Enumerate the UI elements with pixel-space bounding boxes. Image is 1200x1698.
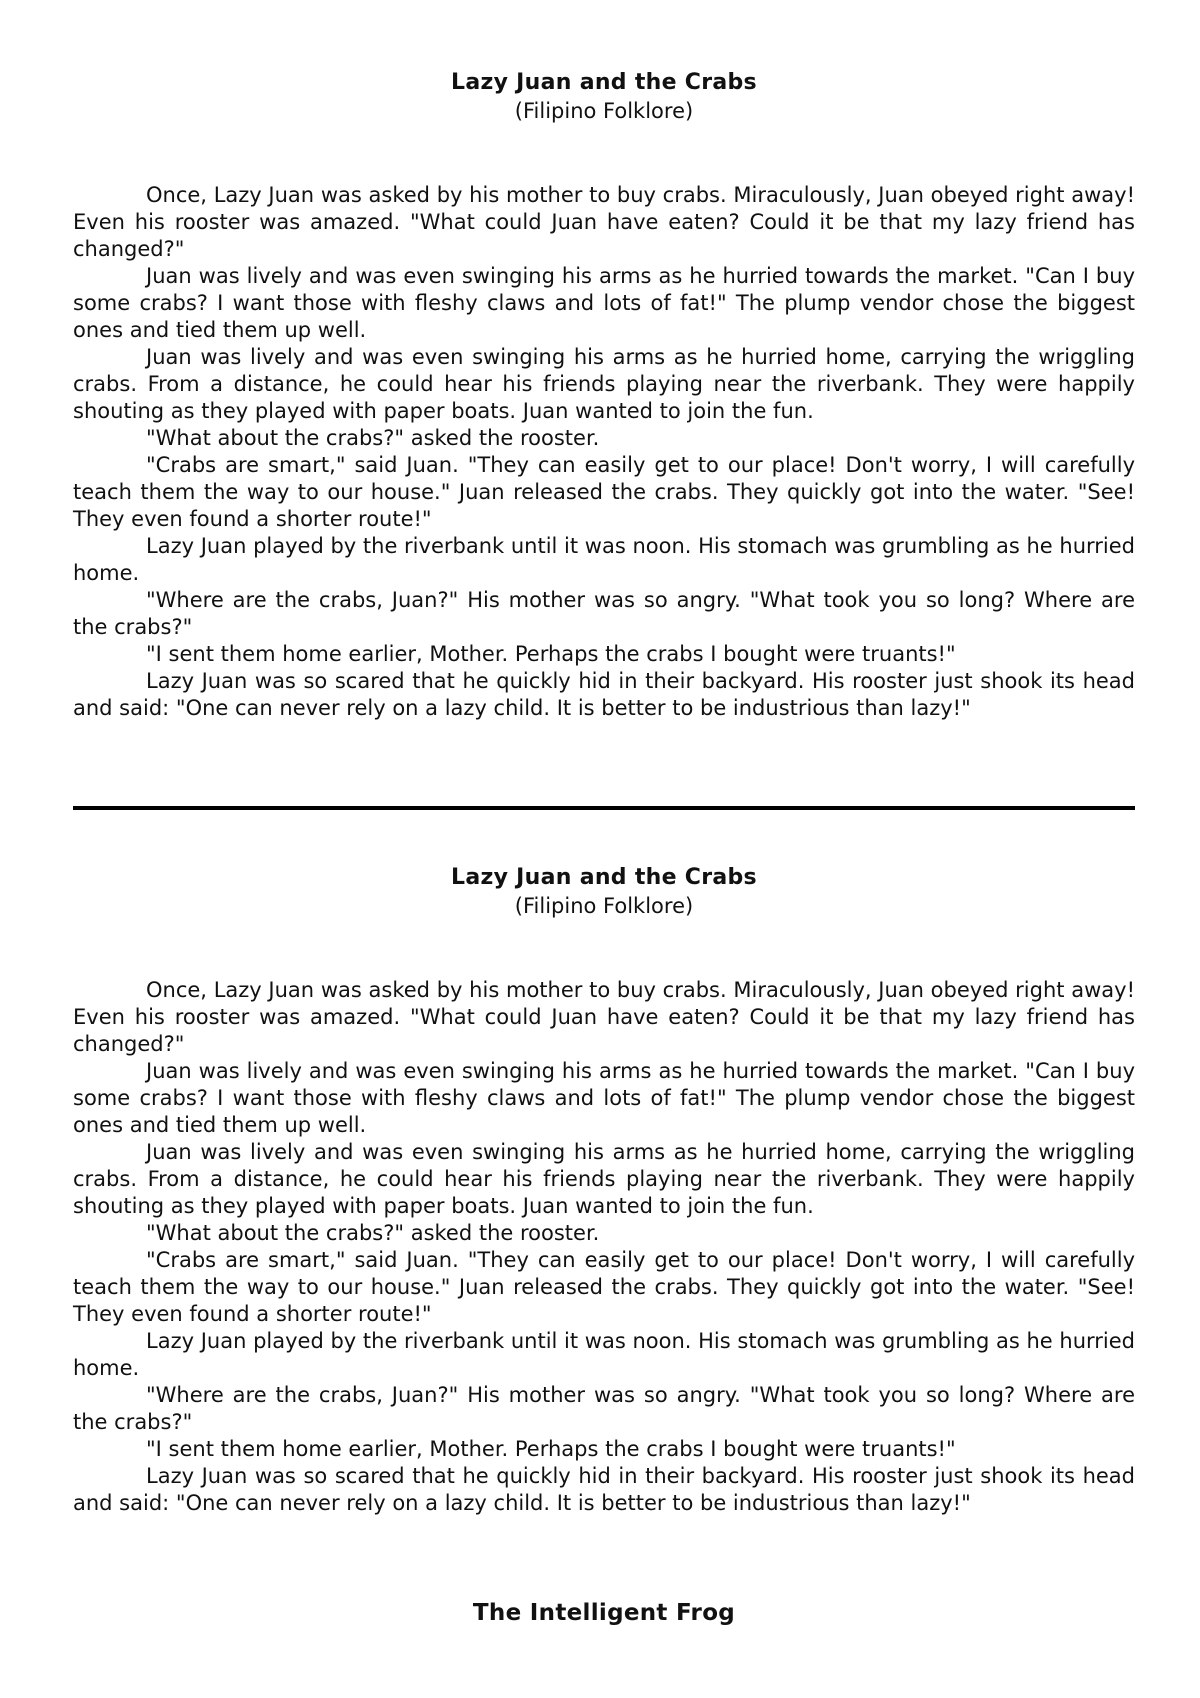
story-title: Lazy Juan and the Crabs [451,865,757,890]
story-paragraph: Lazy Juan played by the riverbank until it was noon. His stomach was grumbling as he hurried home. [73,1329,1135,1380]
story-paragraph: "Crabs are smart," said Juan. "They can easily get to our place! Don't worry, I will carefully teach them the way to our house." Juan released the crabs. They quickly got into the water. "See! They even found a shorter route!" [73,453,1135,531]
story-paragraph: "Where are the crabs, Juan?" His mother was so angry. "What took you so long? Where are the crabs?" [73,588,1135,639]
story-subtitle: (Filipino Folklore) [514,99,694,123]
story-paragraph: Lazy Juan was so scared that he quickly hid in their backyard. His rooster just shook its head and said: "One can never rely on a lazy child. It is better to be industrious than lazy!" [73,1464,1135,1515]
story-title: Lazy Juan and the Crabs [451,70,757,95]
story-paragraph: Once, Lazy Juan was asked by his mother to buy crabs. Miraculously, Juan obeyed right away! Even his rooster was amazed. "What could Juan have eaten? Could it be that my lazy friend has changed?" [73,978,1135,1056]
story-paragraph: "Where are the crabs, Juan?" His mother was so angry. "What took you so long? Where are the crabs?" [73,1383,1135,1434]
story-paragraph: "What about the crabs?" asked the rooster. [146,1221,600,1245]
story-paragraph: Lazy Juan played by the riverbank until it was noon. His stomach was grumbling as he hurried home. [73,534,1135,585]
story-subtitle: (Filipino Folklore) [514,894,694,918]
story-paragraph: Juan was lively and was even swinging his arms as he hurried home, carrying the wriggling crabs. From a distance, he could hear his friends playing near the riverbank. They were happily shouting as they played with paper boats. Juan wanted to join the fun. [73,345,1135,423]
section-divider [73,806,1135,810]
story-paragraph: "I sent them home earlier, Mother. Perhaps the crabs I bought were truants!" [146,642,956,666]
story-body [73,182,1135,722]
story-paragraph: Once, Lazy Juan was asked by his mother to buy crabs. Miraculously, Juan obeyed right away! Even his rooster was amazed. "What could Juan have eaten? Could it be that my lazy friend has changed?" [73,183,1135,261]
story-paragraph: Lazy Juan was so scared that he quickly hid in their backyard. His rooster just shook its head and said: "One can never rely on a lazy child. It is better to be industrious than lazy!" [73,669,1135,720]
story-paragraph: "What about the crabs?" asked the rooster. [146,426,600,450]
story-body [73,977,1135,1517]
story-paragraph: "Crabs are smart," said Juan. "They can easily get to our place! Don't worry, I will carefully teach them the way to our house." Juan released the crabs. They quickly got into the water. "See! They even found a shorter route!" [73,1248,1135,1326]
story-paragraph: Juan was lively and was even swinging his arms as he hurried home, carrying the wriggling crabs. From a distance, he could hear his friends playing near the riverbank. They were happily shouting as they played with paper boats. Juan wanted to join the fun. [73,1140,1135,1218]
next-story-title: The Intelligent Frog [472,1600,736,1626]
story-paragraph: Juan was lively and was even swinging his arms as he hurried towards the market. "Can I buy some crabs? I want those with fleshy claws and lots of fat!" The plump vendor chose the biggest ones and tied them up well. [73,1059,1135,1137]
story-section [73,68,1135,722]
story-paragraph: Juan was lively and was even swinging his arms as he hurried towards the market. "Can I buy some crabs? I want those with fleshy claws and lots of fat!" The plump vendor chose the biggest ones and tied them up well. [73,264,1135,342]
story-paragraph: "I sent them home earlier, Mother. Perhaps the crabs I bought were truants!" [146,1437,956,1461]
story-section [73,863,1135,1517]
